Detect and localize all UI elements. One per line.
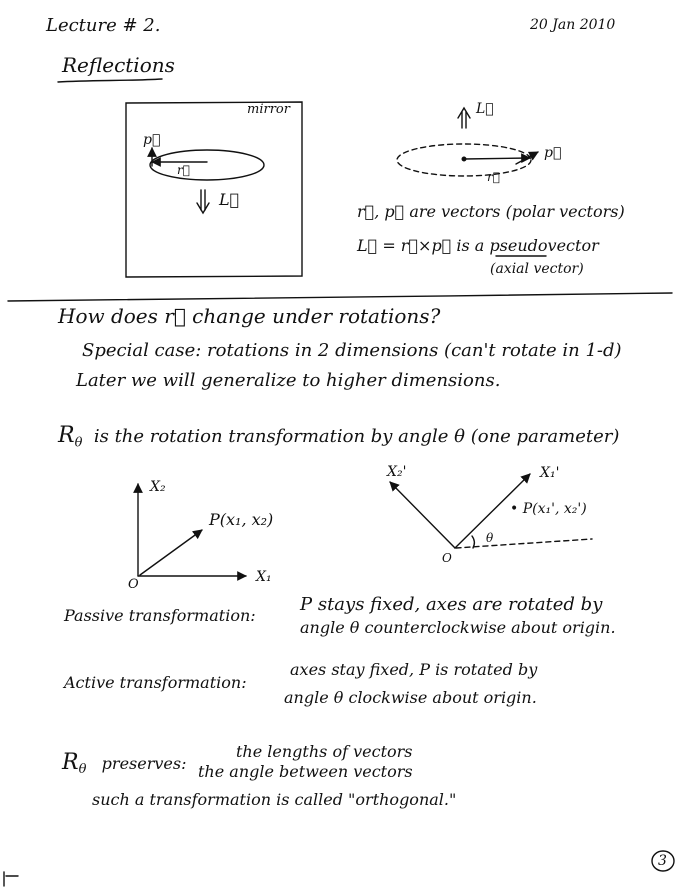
rotation-R: R	[58, 423, 75, 448]
passive-label: Passive transformation:	[64, 606, 256, 625]
left-point-label: P(x₁, x₂)	[209, 510, 274, 529]
active-line-2: angle θ clockwise about origin.	[284, 688, 537, 707]
mirror-L-arrowhead	[197, 203, 209, 213]
special-case: Special case: rotations in 2 dimensions (can't rotate in 1-d)	[82, 340, 622, 361]
rotation-question: How does r⃗ change under rotations?	[58, 304, 441, 328]
active-label: Active transformation:	[64, 673, 247, 692]
rotation-definition-text: is the rotation transformation by angle θ (one parameter)	[93, 426, 620, 447]
mirror-label: mirror	[247, 102, 290, 117]
vector-note-2-emph: pseudo	[489, 236, 548, 255]
left-point-arrow	[140, 530, 202, 575]
right-x2p-label: X₂'	[387, 464, 407, 480]
orbit-p-label: p⃗	[544, 145, 562, 161]
orbit-L-label: L⃗	[476, 101, 494, 117]
left-x1-label: X₁	[256, 569, 272, 585]
rotation-definition	[58, 425, 619, 450]
page-number: 3	[658, 853, 667, 869]
preserves-item-2: the angle between vectors	[198, 762, 413, 781]
right-x2p-axis	[390, 482, 455, 548]
page-title: Reflections	[62, 53, 175, 77]
theta-arc	[472, 536, 474, 548]
mirror-L-label: L⃗	[219, 190, 240, 209]
right-theta-label: θ	[486, 531, 494, 545]
preserves-R-sub: θ	[78, 762, 87, 778]
vector-note-2	[357, 238, 599, 254]
preserves-R: R	[62, 750, 79, 775]
lecture-date: 20 Jan 2010	[530, 17, 616, 33]
mirror-box	[126, 102, 302, 277]
left-x2-label: X₂	[150, 479, 166, 495]
right-origin-label: O	[442, 551, 452, 565]
vector-note-2-suffix: vector	[547, 236, 599, 255]
vector-note-3: (axial vector)	[490, 261, 584, 277]
generalize-note: Later we will generalize to higher dimensions.	[76, 370, 501, 391]
mirror-orbit	[150, 150, 264, 180]
passive-line-2: angle θ counterclockwise about origin.	[300, 618, 616, 637]
active-line-1: axes stay fixed, P is rotated by	[290, 660, 538, 679]
right-x1p-label: X₁'	[540, 465, 560, 481]
title-underline	[58, 79, 162, 82]
orthogonal-note: such a transformation is called "orthogonal."	[92, 790, 457, 809]
rotation-R-sub: θ	[74, 435, 83, 451]
orbit-r-arrow	[464, 158, 530, 159]
lecture-number: Lecture # 2.	[46, 15, 161, 36]
left-origin-label: O	[128, 577, 139, 592]
orbit-L-head	[458, 108, 470, 118]
section-divider	[8, 293, 672, 301]
mirror-r-label: r⃗	[177, 163, 190, 177]
preserves-label: preserves:	[101, 754, 187, 773]
corner-mark	[4, 872, 18, 886]
orbit-r-label: r⃗	[487, 170, 500, 184]
mirror-p-label: p⃗	[143, 132, 161, 148]
right-point-label: • P(x₁', x₂')	[510, 501, 587, 517]
vector-note-1: r⃗, p⃗ are vectors (polar vectors)	[357, 202, 625, 221]
right-dashed-x1	[456, 539, 592, 548]
preserves-item-1: the lengths of vectors	[236, 742, 413, 761]
vector-note-2-prefix: L⃗ = r⃗×p⃗ is a	[357, 236, 485, 255]
preserves-block	[62, 752, 186, 776]
passive-line-1: P stays fixed, axes are rotated by	[300, 594, 603, 615]
